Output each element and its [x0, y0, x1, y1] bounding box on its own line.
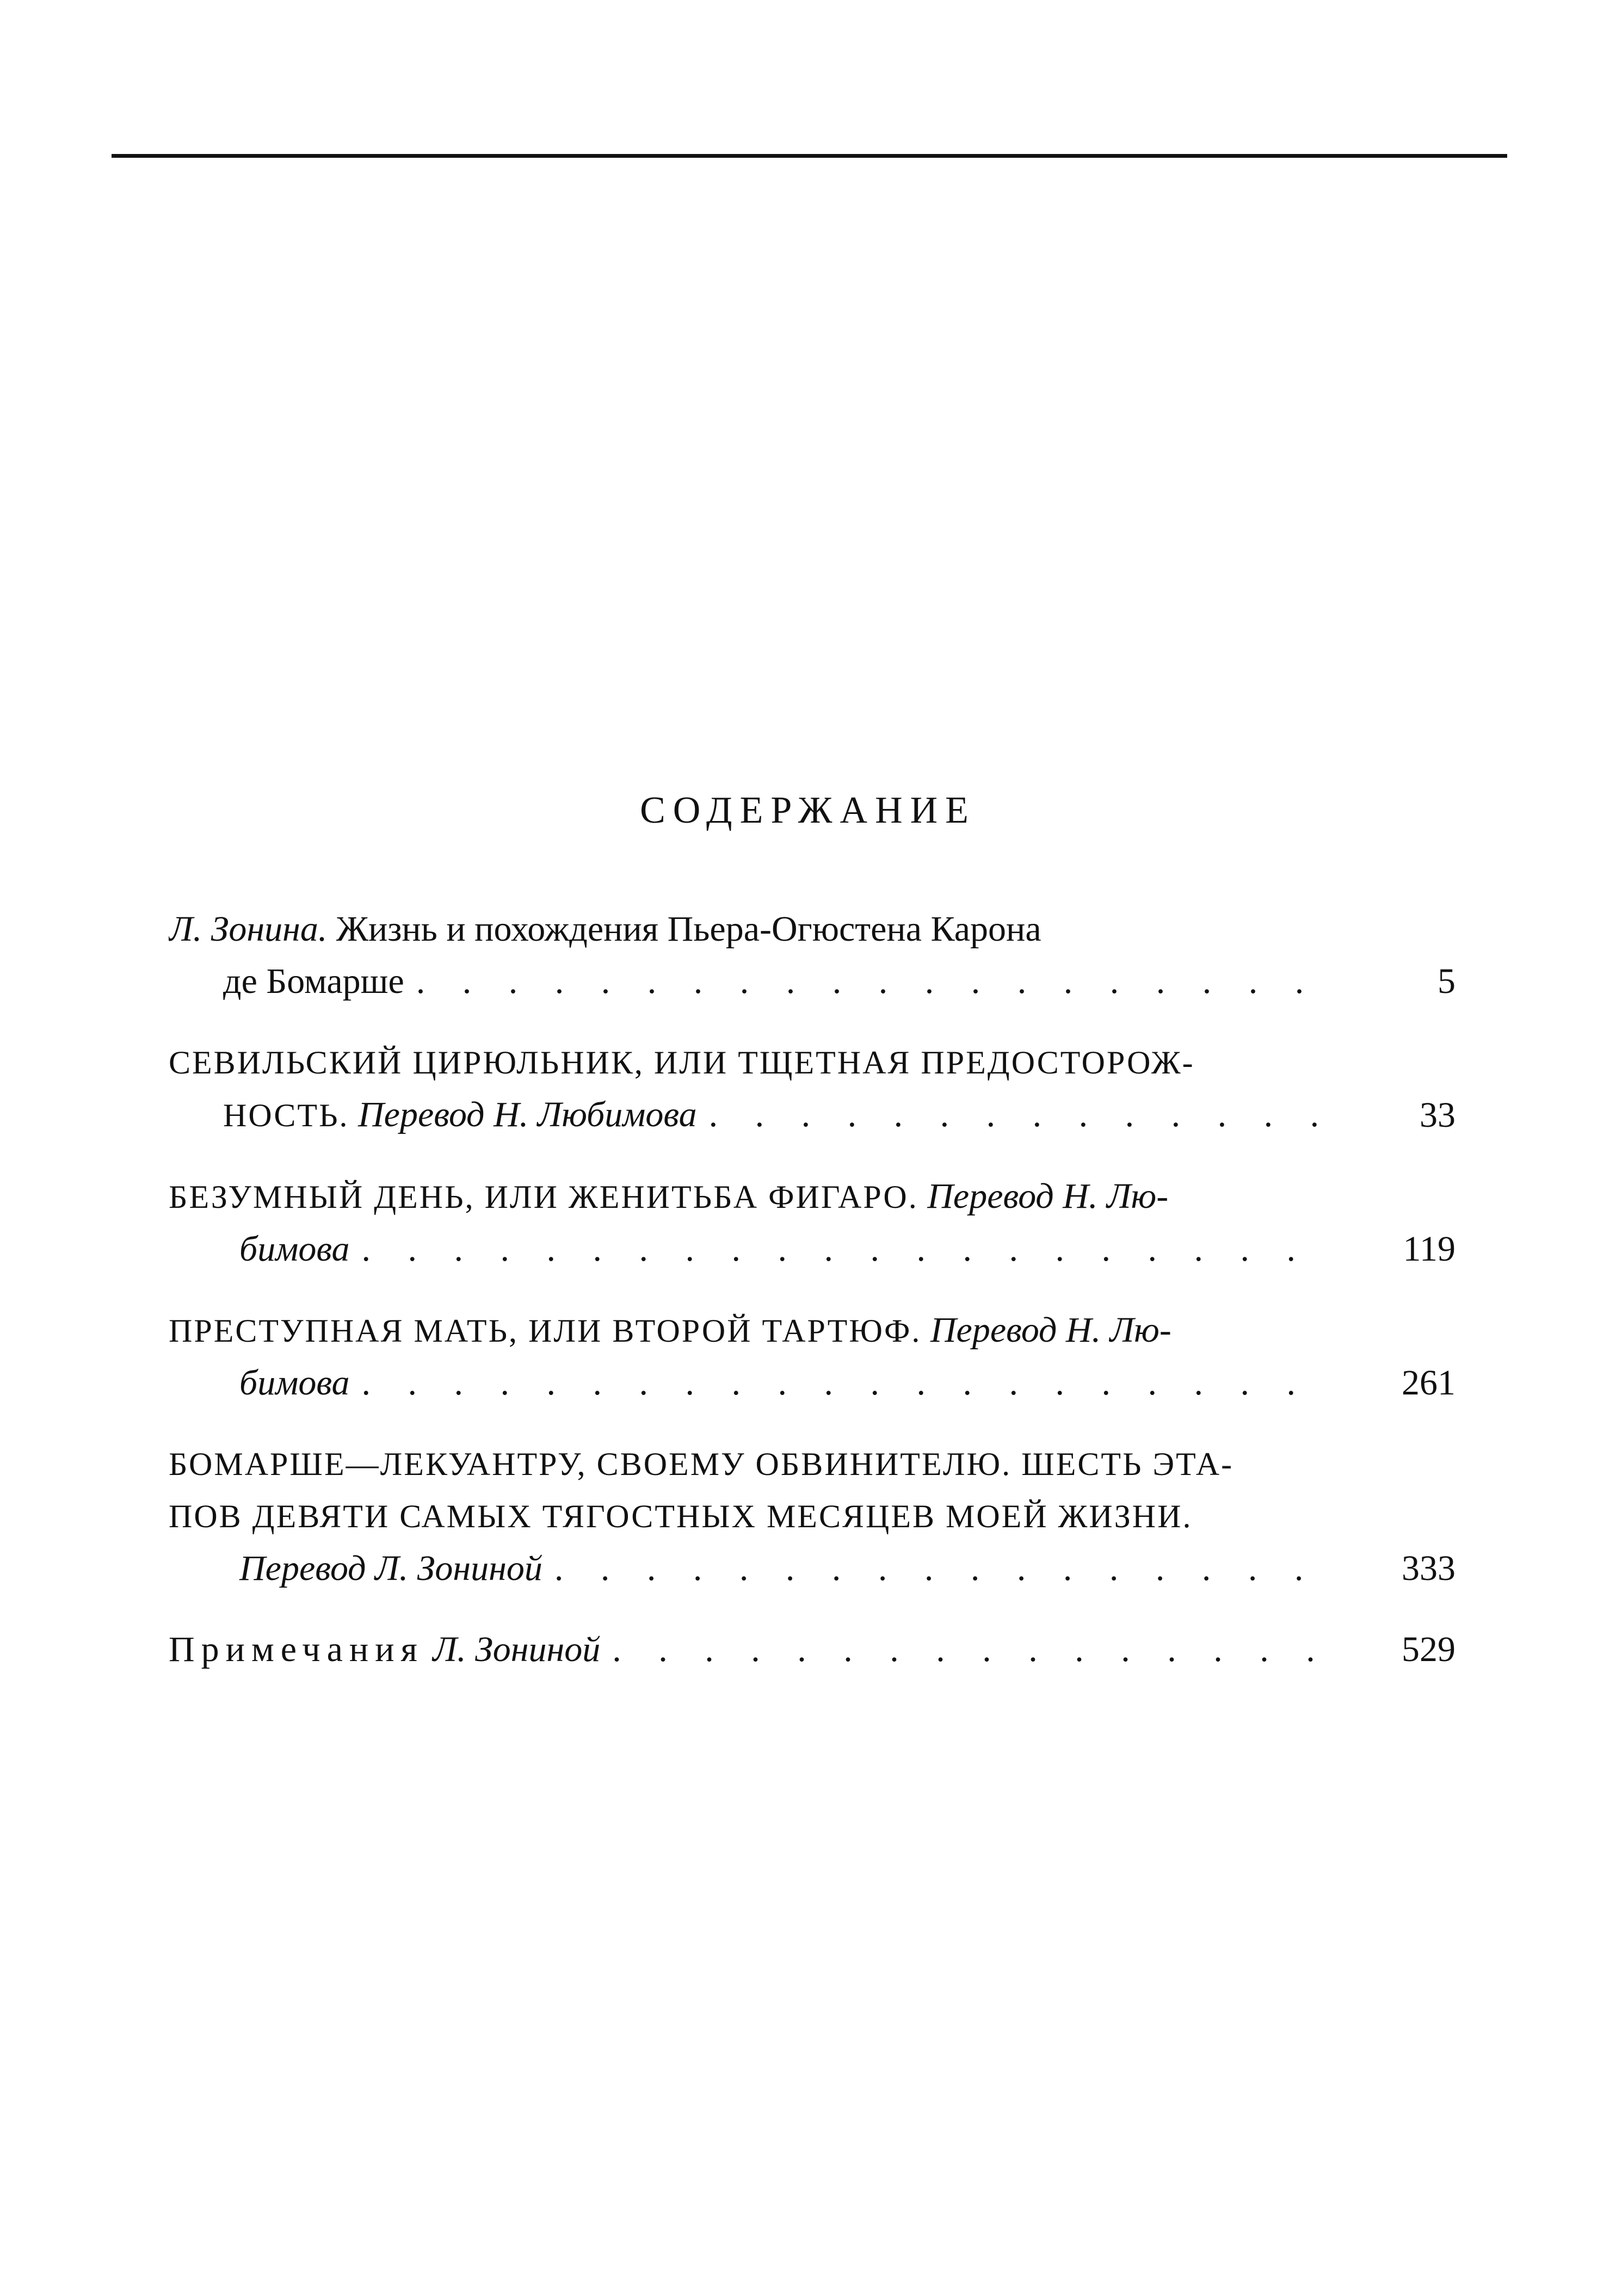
toc-entry-barber-of-seville[interactable] — [169, 1036, 1455, 1141]
toc-entry-line — [169, 903, 1333, 955]
toc-entry-zonina-essay[interactable] — [169, 903, 1455, 1008]
toc-entry-line — [169, 1357, 1333, 1409]
toc-entry-line — [169, 1304, 1333, 1357]
toc-entry-line — [169, 1490, 1333, 1542]
page-number: 333 — [1402, 1548, 1455, 1588]
entry-translator: Перевод Н. Лю- — [918, 1176, 1169, 1216]
entry-translator: Перевод Л. Зониной — [239, 1548, 542, 1588]
entry-title: СЕВИЛЬСКИЙ ЦИРЮЛЬНИК, ИЛИ ТЩЕТНАЯ ПРЕДОСТОРОЖ- — [169, 1045, 1195, 1081]
page-number: 119 — [1403, 1229, 1455, 1269]
page-number: 529 — [1402, 1630, 1455, 1669]
toc-entry-beaumarchais-to-lecointre[interactable] — [169, 1438, 1455, 1595]
toc-entry-line — [169, 1170, 1333, 1223]
dot-leader — [362, 1357, 1333, 1409]
top-rule — [112, 154, 1507, 158]
entry-translator: Перевод Н. Лю- — [921, 1310, 1171, 1350]
toc-entry-line — [169, 955, 1333, 1008]
entry-title: БЕЗУМНЫЙ ДЕНЬ, ИЛИ ЖЕНИТЬБА ФИГАРО. — [169, 1179, 918, 1215]
toc-entry-line — [169, 1438, 1333, 1490]
toc-entry-guilty-mother[interactable] — [169, 1304, 1455, 1409]
entry-title: де Бомарше — [223, 961, 404, 1001]
dot-leader — [612, 1624, 1333, 1676]
table-of-contents — [169, 903, 1455, 1705]
entry-title: БОМАРШЕ—ЛЕКУАНТРУ, СВОЕМУ ОБВИНИТЕЛЮ. ШЕСТЬ ЭТА- — [169, 1446, 1234, 1482]
dot-leader — [709, 1089, 1333, 1141]
entry-title: ПОВ ДЕВЯТИ САМЫХ ТЯГОСТНЫХ МЕСЯЦЕВ МОЕЙ ЖИЗНИ. — [169, 1498, 1193, 1534]
entry-title: Примечания — [169, 1630, 424, 1669]
entry-translator: Перевод Н. Любимова — [349, 1095, 697, 1134]
toc-entry-line — [169, 1089, 1333, 1141]
page-number: 33 — [1420, 1095, 1455, 1135]
toc-entry-notes[interactable] — [169, 1624, 1455, 1676]
toc-entry-line — [169, 1036, 1333, 1089]
toc-entry-line — [169, 1542, 1333, 1595]
entry-title: Жизнь и похождения Пьера-Огюстена Карона — [327, 909, 1041, 949]
dot-leader — [416, 955, 1333, 1008]
entry-translator: бимова — [239, 1229, 350, 1269]
dot-leader — [554, 1542, 1333, 1595]
page-title: СОДЕРЖАНИЕ — [640, 789, 976, 831]
entry-author: Л. Зонина. — [169, 909, 328, 949]
page-number: 5 — [1438, 961, 1455, 1001]
page-number: 261 — [1402, 1363, 1455, 1403]
entry-translator: бимова — [239, 1363, 350, 1403]
toc-entry-line — [169, 1624, 1333, 1676]
dot-leader — [362, 1223, 1333, 1275]
toc-entry-marriage-of-figaro[interactable] — [169, 1170, 1455, 1275]
entry-title: НОСТЬ. — [223, 1097, 349, 1133]
toc-entry-line — [169, 1223, 1333, 1275]
entry-title: ПРЕСТУПНАЯ МАТЬ, ИЛИ ВТОРОЙ ТАРТЮФ. — [169, 1313, 922, 1349]
entry-author: Л. Зониной — [423, 1630, 601, 1669]
